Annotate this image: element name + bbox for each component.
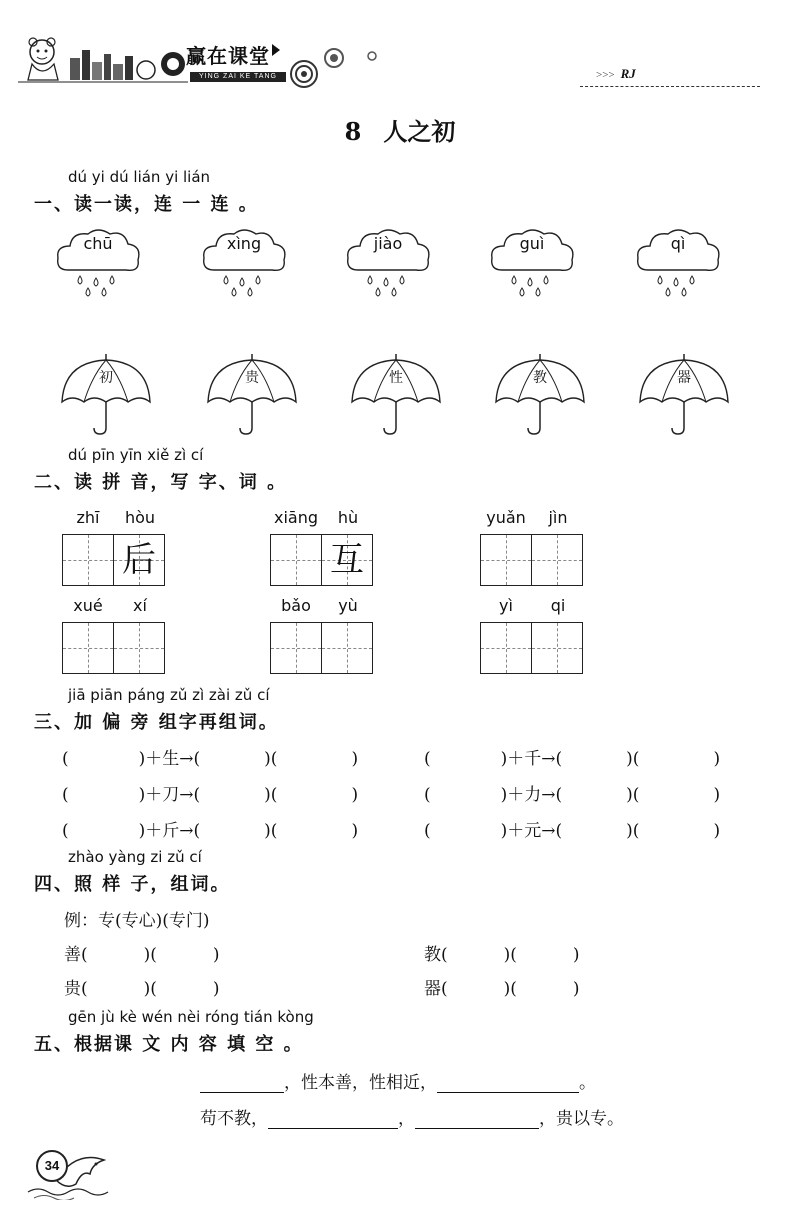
umbrella-icon <box>492 352 588 436</box>
section3-pinyin: jiā piān páng zǔ zì zài zǔ cí <box>68 686 270 704</box>
cloud-card[interactable] <box>630 224 726 304</box>
arrows-icon: >>> <box>596 69 615 81</box>
box-char <box>63 623 113 673</box>
cloud-pinyin: xìng <box>226 234 262 253</box>
umbrella-icon <box>636 352 732 436</box>
umbrella-char: 教 <box>533 370 547 386</box>
radical-char: 元 <box>524 821 542 841</box>
section2-heading: 二、读 拼 音，写 字、词 。 <box>34 472 288 493</box>
umbrella-card[interactable] <box>204 352 300 436</box>
lesson-number: 8 <box>344 117 362 146</box>
umbrella-card[interactable] <box>492 352 588 436</box>
section1-pinyin: dú yi dú lián yi lián <box>68 168 211 186</box>
writing-box[interactable] <box>531 534 583 586</box>
writing-box[interactable] <box>531 622 583 674</box>
radical-row-right: ( )＋力→( )( ) <box>424 785 721 805</box>
edition-code: RJ <box>620 66 636 81</box>
cloud-card[interactable] <box>340 224 436 304</box>
text-segment: ， <box>398 1109 415 1129</box>
box-char <box>532 535 582 585</box>
page-footer <box>26 1140 116 1200</box>
grid-pinyin: hù <box>337 508 359 527</box>
page-header <box>0 28 800 90</box>
cloud-pinyin: guì <box>519 234 545 253</box>
cloud-pinyin: chū <box>83 234 113 253</box>
umbrella-char: 贵 <box>245 370 259 386</box>
lesson-title: 人之初 <box>383 117 456 146</box>
umbrella-char: 初 <box>99 370 113 386</box>
word-item-4: 器( )( ) <box>424 979 580 999</box>
umbrella-card[interactable] <box>348 352 444 436</box>
radical-char: 斤 <box>162 821 180 841</box>
text-segment: ，贵以专。 <box>539 1109 624 1129</box>
brand-subtitle: YING ZAI KE TANG <box>190 72 286 82</box>
word-char: 善 <box>64 945 81 965</box>
section2-pinyin: dú pīn yīn xiě zì cí <box>68 446 204 464</box>
grid-pinyin: hòu <box>124 508 156 527</box>
circles-decoration <box>284 48 384 94</box>
answer-blank[interactable] <box>415 1110 539 1129</box>
box-char <box>322 623 372 673</box>
word-char: 贵 <box>64 979 81 999</box>
page-number: 34 <box>36 1150 68 1182</box>
radical-char: 千 <box>524 749 542 769</box>
box-char <box>114 623 164 673</box>
answer-blank[interactable] <box>268 1110 398 1129</box>
writing-box[interactable] <box>113 534 165 586</box>
box-char <box>271 623 321 673</box>
word-item-1: 善( )( ) <box>64 945 220 965</box>
page-title <box>0 112 800 147</box>
cloud-pinyin: qì <box>670 234 686 253</box>
play-icon <box>272 44 280 56</box>
section5-heading: 五、根据课 文 内 容 填 空 。 <box>34 1034 304 1055</box>
section4-pinyin: zhào yàng zi zǔ cí <box>68 848 202 866</box>
writing-box[interactable] <box>62 534 114 586</box>
box-char <box>271 535 321 585</box>
radical-row-right: ( )＋千→( )( ) <box>424 749 721 769</box>
box-char <box>532 623 582 673</box>
grid-pinyin: qi <box>550 596 566 615</box>
umbrella-char: 性 <box>389 370 403 386</box>
section1-heading: 一、读一读，连 一 连 。 <box>34 194 259 215</box>
grid-pinyin: xiāng <box>273 508 318 527</box>
umbrella-card[interactable] <box>636 352 732 436</box>
cloud-pinyin: jiào <box>373 234 403 253</box>
text-segment: ，性本善，性相近， <box>284 1073 437 1093</box>
fill-line-1 <box>200 1068 596 1093</box>
writing-box[interactable] <box>62 622 114 674</box>
box-char: 互 <box>330 540 364 580</box>
writing-box[interactable] <box>270 534 322 586</box>
radical-row-left: ( )＋生→( )( ) <box>62 749 359 769</box>
edition-label <box>596 66 636 82</box>
answer-blank[interactable] <box>437 1074 579 1093</box>
grid-pinyin: jìn <box>548 508 568 527</box>
writing-box[interactable] <box>480 622 532 674</box>
word-char: 教 <box>424 945 441 965</box>
umbrella-icon <box>348 352 444 436</box>
cloud-card[interactable] <box>50 224 146 304</box>
answer-blank[interactable] <box>200 1074 284 1093</box>
box-char: 后 <box>122 540 156 580</box>
section4-heading: 四、照 样 子，组词。 <box>34 874 231 895</box>
umbrella-icon <box>204 352 300 436</box>
header-illustration <box>18 34 188 90</box>
fill-line-2 <box>200 1104 624 1129</box>
cloud-card[interactable] <box>196 224 292 304</box>
box-char <box>63 535 113 585</box>
section3-heading: 三、加 偏 旁 组字再组词。 <box>34 712 279 733</box>
grid-pinyin: bǎo <box>281 596 311 615</box>
text-segment: 。 <box>579 1073 596 1093</box>
grid-pinyin: xí <box>133 596 147 615</box>
umbrella-icon <box>58 352 154 436</box>
grid-pinyin: xué <box>73 596 103 615</box>
writing-box[interactable] <box>270 622 322 674</box>
brand-title: 赢在课堂 <box>186 44 270 68</box>
grid-pinyin: yù <box>338 596 358 615</box>
word-char: 器 <box>424 979 441 999</box>
text-segment: 苟不教， <box>200 1109 268 1129</box>
header-divider <box>580 86 760 87</box>
radical-row-left: ( )＋斤→( )( ) <box>62 821 359 841</box>
word-item-3: 贵( )( ) <box>64 979 220 999</box>
writing-box[interactable] <box>113 622 165 674</box>
radical-char: 生 <box>162 749 180 769</box>
example-line: 例：专(专心)(专门) <box>64 911 210 931</box>
umbrella-char: 器 <box>677 370 691 386</box>
radical-char: 力 <box>524 785 542 805</box>
radical-char: 刀 <box>162 785 180 805</box>
radical-row-right: ( )＋元→( )( ) <box>424 821 721 841</box>
cloud-card[interactable] <box>484 224 580 304</box>
grid-pinyin: yì <box>499 596 513 615</box>
writing-box[interactable] <box>480 534 532 586</box>
box-char <box>481 535 531 585</box>
writing-box[interactable] <box>321 534 373 586</box>
grid-pinyin: zhī <box>76 508 100 527</box>
grid-pinyin: yuǎn <box>486 508 526 527</box>
radical-row-left: ( )＋刀→( )( ) <box>62 785 359 805</box>
word-item-2: 教( )( ) <box>424 945 580 965</box>
section5-pinyin: gēn jù kè wén nèi róng tián kòng <box>68 1008 314 1026</box>
box-char <box>481 623 531 673</box>
umbrella-card[interactable] <box>58 352 154 436</box>
writing-box[interactable] <box>321 622 373 674</box>
